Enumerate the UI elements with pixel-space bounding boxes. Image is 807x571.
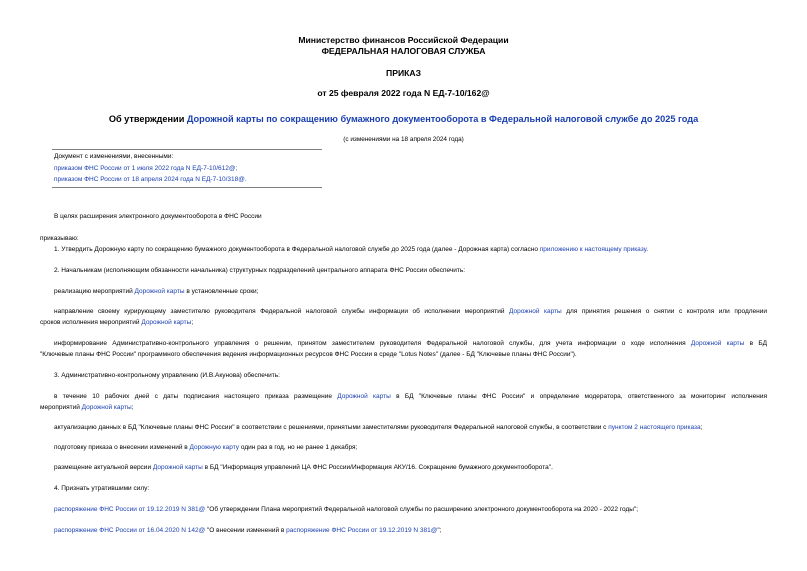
paragraph-3: 3. Административно-контрольному управлению (И.В.Акунова) обеспечить:: [54, 372, 280, 379]
paragraph-4b-mid: "О внесении изменений в: [205, 527, 287, 534]
paragraph-2b-line-2-post: ;: [191, 319, 194, 326]
paragraph-3c: [54, 443, 357, 452]
roadmap-link[interactable]: Дорожной карты: [337, 393, 391, 400]
changes-link-2[interactable]: приказом ФНС России от 18 апреля 2024 года N ЕД-7-10/318@.: [54, 176, 247, 183]
paragraph-4b: [54, 526, 441, 535]
paragraph-4a: [54, 505, 638, 514]
paragraph-3a-line-2: [40, 403, 133, 412]
paragraph-3d: [54, 463, 553, 472]
order-381-link[interactable]: распоряжение ФНС России от 19.12.2019 N 381@: [54, 506, 206, 513]
paragraph-2b-pre: направление своему курирующему заместителю руководителя Федеральной налоговой службы информации об исполнении мероприятий: [54, 308, 510, 315]
changes-top-rule: [52, 149, 322, 150]
paragraph-3c-pre: подготовку приказа о внесении изменений в: [54, 444, 190, 451]
paragraph-3a-line-1: [54, 392, 767, 401]
changes-heading: Документ с изменениями, внесенными:: [54, 153, 174, 160]
paragraph-1-end: .: [646, 246, 649, 253]
paragraph-3b: [54, 423, 702, 432]
roadmap-link[interactable]: Дорожной карты: [152, 464, 203, 471]
paragraph-2b-line-2: [40, 318, 193, 327]
paragraph-4: 4. Признать утратившими силу:: [54, 485, 150, 492]
paragraph-1: [54, 245, 648, 254]
paragraph-2b-line-1: [54, 307, 767, 316]
paragraph-3d-pre: размещение актуальной версии: [54, 464, 153, 471]
doc-title-prefix: Об утверждении: [108, 114, 187, 124]
service-name: ФЕДЕРАЛЬНАЯ НАЛОГОВАЯ СЛУЖБА: [321, 46, 486, 56]
paragraph-2a-pre: реализацию мероприятий: [54, 288, 135, 295]
roadmap-link[interactable]: Дорожной карты: [690, 340, 745, 347]
paragraph-3a-post: в БД "Ключевые планы ФНС России" и определение модератора, ответственного за мониторинг исполнения: [390, 393, 767, 400]
revision-note: (с изменениями на 18 апреля 2024 года): [343, 136, 464, 143]
paragraph-3a-line-2-post: ;: [131, 404, 134, 411]
paragraph-1-text: 1. Утвердить Дорожную карту по сокращению бумажного документооборота в Федеральной налоговой службе до 2025 года (далее - Дорожная карта) согласно: [54, 246, 540, 253]
roadmap-link[interactable]: Дорожную карту: [189, 444, 240, 451]
paragraph-2b-line-2-pre: сроков исполнения мероприятий: [40, 319, 142, 326]
ministry-name: Министерство финансов Российской Федерации: [298, 35, 509, 45]
paragraph-3d-post: в БД "Информация управлений ЦА ФНС России/Информация АКУ/16. Сокращение бумажного документооборота".: [202, 464, 553, 471]
paragraph-2b-post: для принятия решения о снятии с контроля или продлении: [561, 308, 767, 315]
paragraph-2c-line-2: "Ключевые планы ФНС России" программного обеспечения ведения информационных ресурсов ФНС России в среде "Lotus Notes" (далее - БД "Ключевые планы ФНС России").: [40, 351, 577, 358]
paragraph-2c-line-1: [54, 339, 767, 348]
paragraph-2c-pre: информирование Административно-контрольного управления о решении, принятом заместителем руководителя Федеральной налоговой службы, для учета информации о ходе исполнения: [54, 340, 691, 347]
paragraph-3a-pre: в течение 10 рабочих дней с даты подписания настоящего приказа размещение: [54, 393, 338, 400]
paragraph-3a-line-2-pre: мероприятий: [40, 404, 82, 411]
roadmap-link[interactable]: Дорожной карты: [134, 288, 185, 295]
intro-paragraph: В целях расширения электронного документооборота в ФНС России: [54, 213, 262, 220]
order-381-link[interactable]: распоряжение ФНС России от 19.12.2019 N 381@: [286, 527, 438, 534]
changes-bottom-rule: [52, 187, 322, 188]
clause-2-link[interactable]: пунктом 2 настоящего приказа: [608, 424, 701, 431]
appendix-link[interactable]: приложению к настоящему приказу: [539, 246, 647, 253]
paragraph-2a-post: в установленные сроки;: [184, 288, 259, 295]
changes-link-1[interactable]: приказом ФНС России от 1 июля 2022 года N ЕД-7-10/612@;: [54, 165, 238, 172]
paragraph-4a-post: "Об утверждении Плана мероприятий Федеральной налоговой службы по расширению электронного документооборота на 2020 - 2022 годы";: [205, 506, 639, 513]
doc-type: ПРИКАЗ: [386, 68, 421, 78]
order-142-link[interactable]: распоряжение ФНС России от 16.04.2020 N 142@: [54, 527, 206, 534]
paragraph-3b-pre: актуализацию данных в БД "Ключевые планы ФНС России" в соответствии с решениями, принятыми заместителями руководителя Федеральной налоговой службы, в соответствии с: [54, 424, 609, 431]
roadmap-link[interactable]: Дорожной карты: [141, 319, 192, 326]
order-word: приказываю:: [40, 235, 79, 242]
doc-date-number: от 25 февраля 2022 года N ЕД-7-10/162@: [317, 88, 490, 98]
paragraph-2: 2. Начальникам (исполняющим обязанности начальника) структурных подразделений центрального аппарата ФНС России обеспечить:: [54, 267, 466, 274]
paragraph-4b-post: ";: [437, 527, 442, 534]
roadmap-link[interactable]: Дорожной карты: [81, 404, 132, 411]
roadmap-link[interactable]: Дорожной карты: [509, 308, 562, 315]
paragraph-2c-post: в БД: [744, 340, 768, 347]
paragraph-3b-post: ;: [700, 424, 703, 431]
paragraph-2a: [54, 287, 258, 296]
paragraph-3c-post: один раз в год, но не ранее 1 декабря;: [239, 444, 358, 451]
doc-title: [0, 114, 807, 124]
doc-title-link[interactable]: Дорожной карты по сокращению бумажного документооборота в Федеральной налоговой службе до 2025 года: [186, 114, 699, 124]
